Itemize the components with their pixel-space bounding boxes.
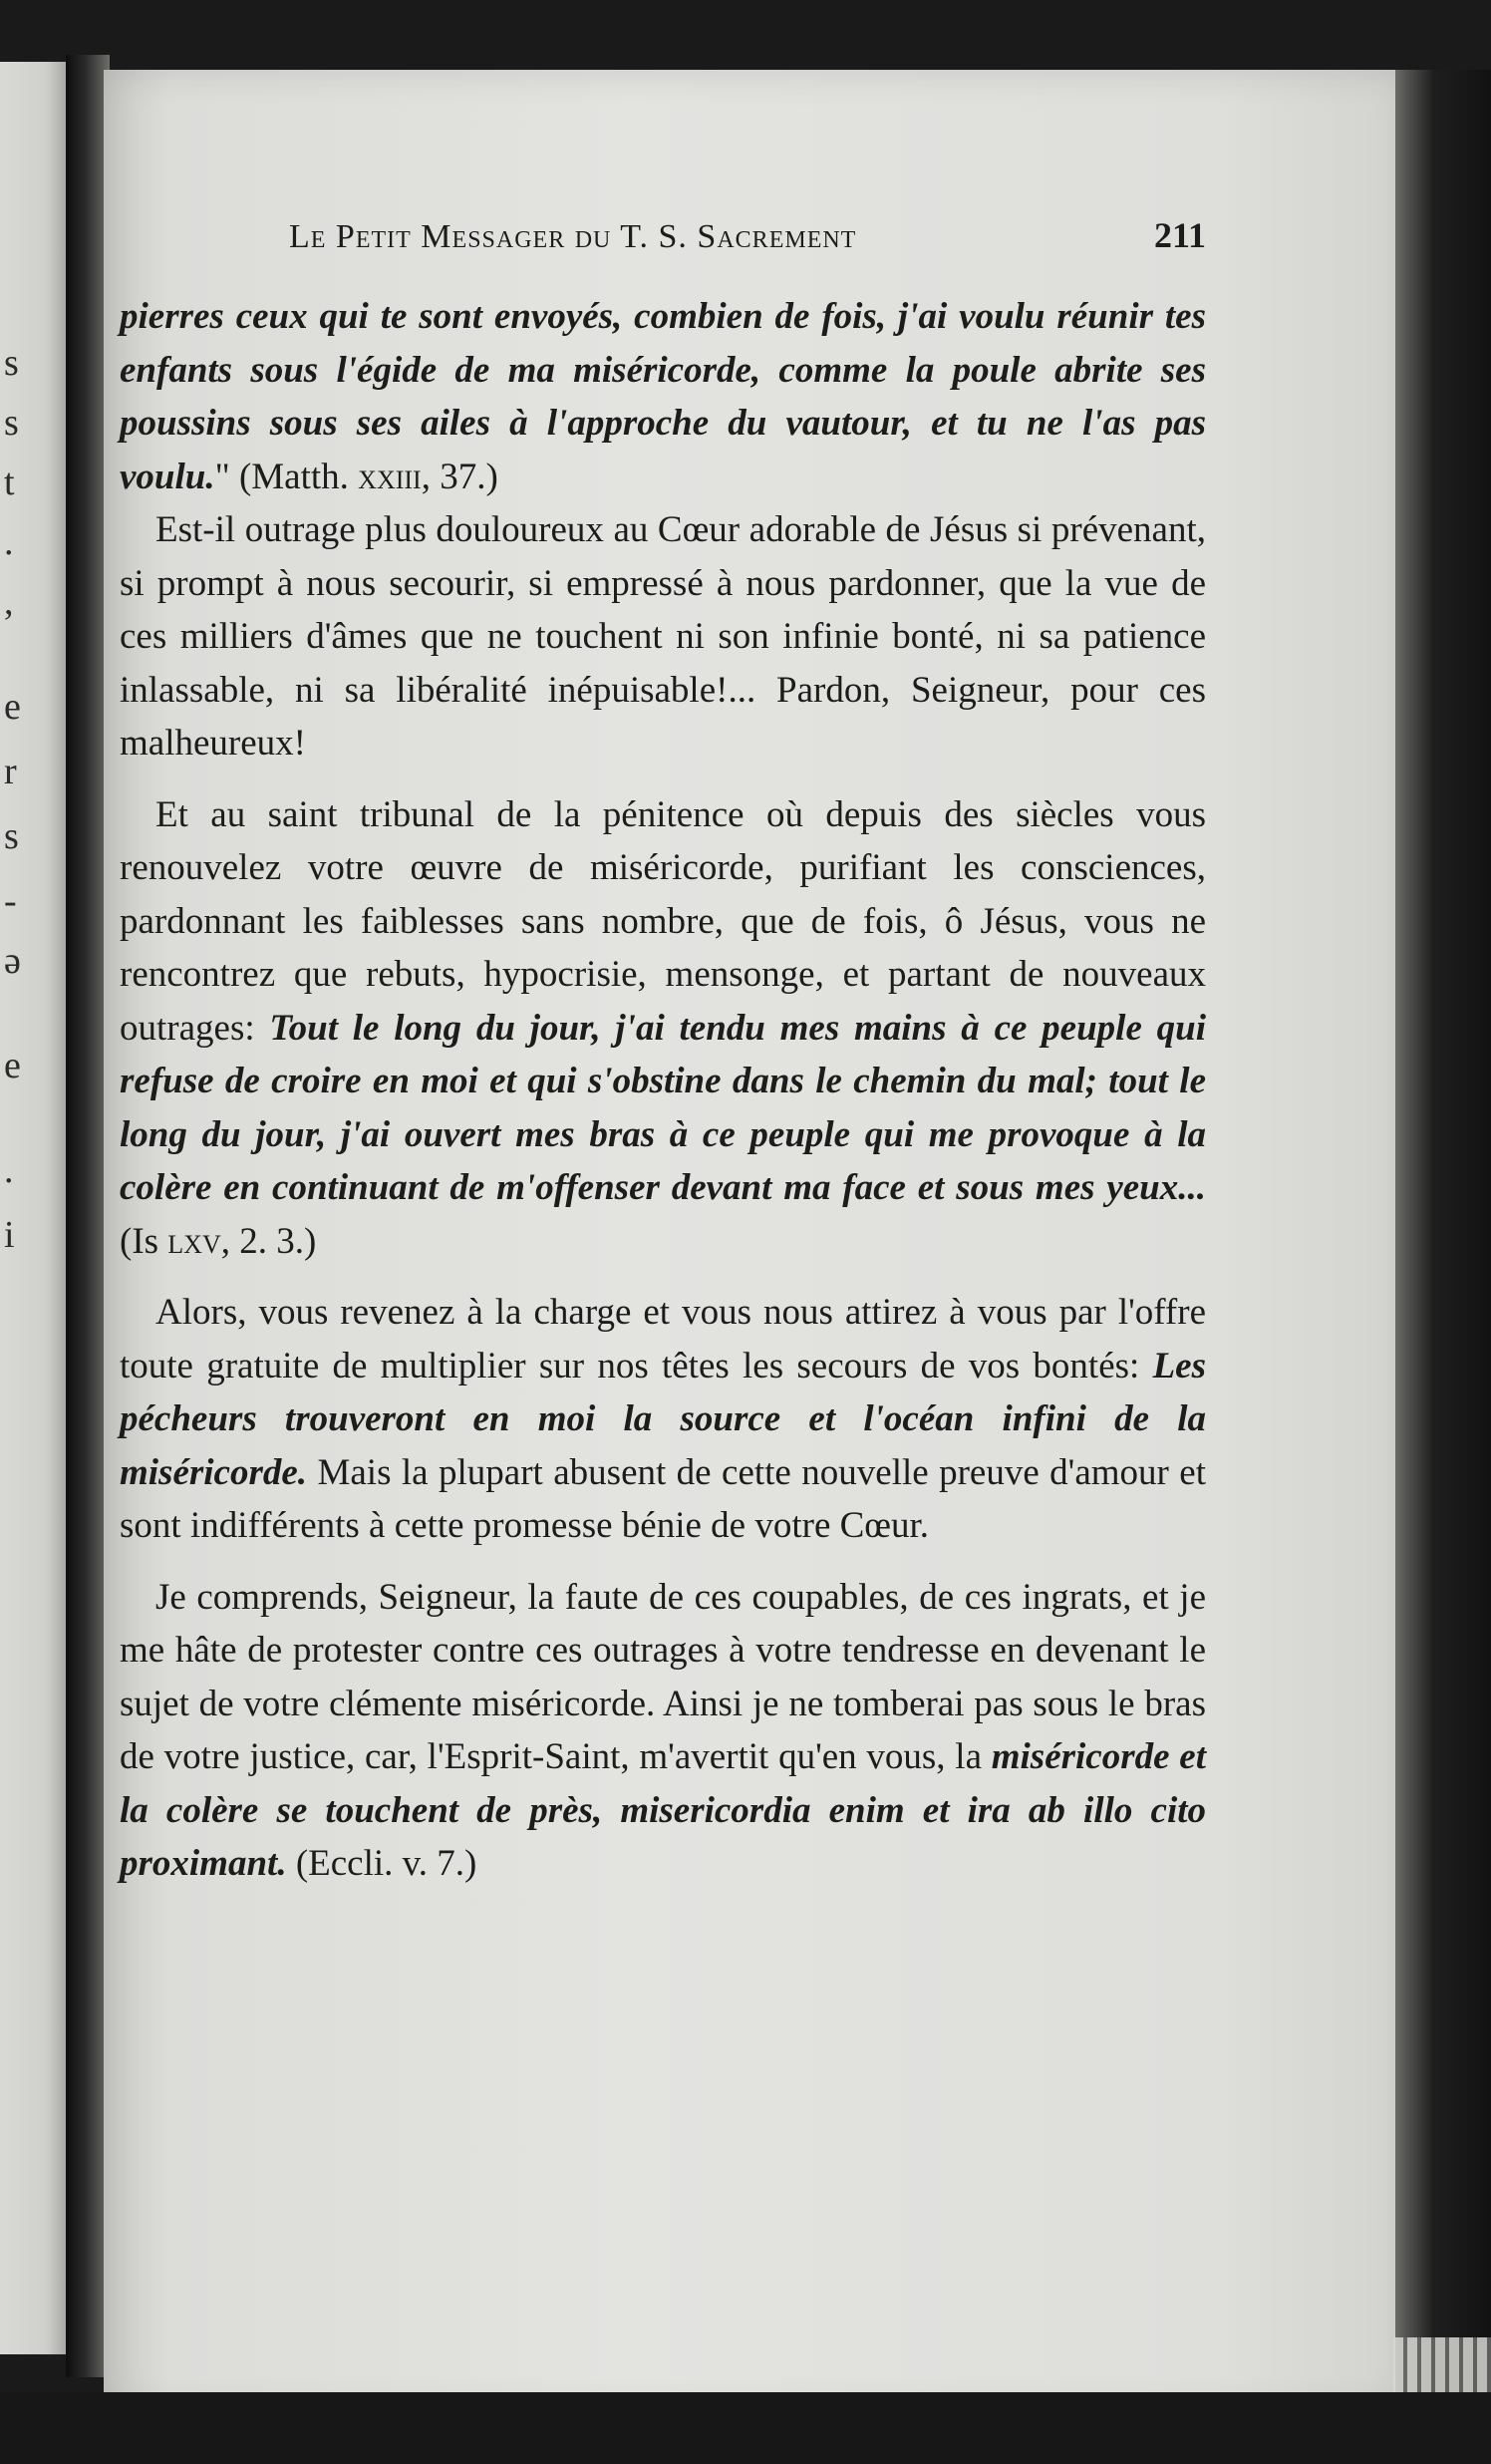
citation: (Eccli. v. 7.) — [286, 1843, 477, 1884]
facing-page-fragment: . — [4, 521, 14, 563]
quote-italic: Tout le long du jour, j'ai tendu mes mains à ce peuple qui refuse de croire en moi et qui s'obstine dans le chemin du mal; tout le long du jour, j'ai ouvert mes bras à ce peuple qui me provoque à la colère en continuant de m'offenser devant ma face et sous mes yeux... — [120, 1007, 1207, 1208]
page-content — [120, 214, 1206, 1891]
page-number: 211 — [1153, 215, 1206, 255]
paragraph-text: Je comprends, Seigneur, la faute de ces coupables, de ces ingrats, et je me hâte de protester contre ces outrages à votre tendresse en devenant le sujet de votre clémente miséricorde. Ainsi je ne tomberai pas sous le bras de votre justice, car, l'Esprit-Saint, m'avertit qu'en vous, la — [120, 1576, 1206, 1777]
citation-roman: lxv — [167, 1220, 221, 1262]
quote-italic: Les pécheurs trouveront en moi la source et l'océan infini de la miséricorde. — [120, 1345, 1206, 1493]
paragraph-text: Alors, vous revenez à la charge et vous nous attirez à vous par l'offre toute gratuite de multiplier sur nos têtes les secours de vos bontés: — [120, 1292, 1206, 1386]
citation: " (Matth. — [214, 456, 359, 497]
quote-italic: pierres ceux qui te sont envoyés, combien de fois, j'ai voulu réunir tes enfants sous l'égide de ma miséricorde, comme la poule abrite ses poussins sous ses ailes à l'approche du vautour, et tu ne l'as pas voulu. — [120, 296, 1206, 497]
paragraph-text: Est-il outrage plus douloureux au Cœur adorable de Jésus si prévenant, si prompt à nous secourir, si empressé à nous pardonner, que la vue de ces milliers d'âmes que ne touchent ni son infinie bonté, ni sa patience inlassable, ni sa libéralité inépuisable!... Pardon, Seigneur, pour ces malheureux! — [120, 509, 1206, 764]
running-title: Le Petit Messager du T. S. Sacrement — [289, 218, 857, 255]
paragraph-5 — [120, 1571, 1206, 1891]
facing-page-fragment: s — [4, 342, 19, 384]
citation-tail: , 2. 3.) — [220, 1220, 317, 1262]
citation-roman: xxiii — [358, 456, 422, 497]
citation-tail: , 37.) — [421, 456, 498, 497]
facing-page-fragment: e — [4, 1045, 21, 1086]
paragraph-text-tail: Mais la plupart abusent de cette nouvelle preuve d'amour et sont indifférents à cette promesse bénie de votre Cœur. — [120, 1451, 1206, 1546]
quote-italic: miséricorde et la colère se touchent de près, misericordia enim et ira ab illo cito proximant. — [120, 1736, 1206, 1884]
paragraph-2 — [120, 503, 1206, 770]
paragraph-1 — [120, 290, 1206, 503]
facing-page-fragment: , — [4, 581, 14, 623]
facing-page-fragment: . — [4, 1149, 14, 1191]
running-header — [289, 214, 1206, 256]
facing-page-fragment: i — [4, 1214, 15, 1256]
facing-page-fragment: - — [4, 880, 17, 922]
facing-page-fragment: ǝ — [4, 940, 21, 982]
facing-page-fragment: s — [4, 815, 19, 857]
scan-bottom-border — [0, 2392, 1491, 2464]
citation: (Is — [120, 1220, 168, 1262]
facing-page-fragment: t — [4, 462, 15, 503]
paragraph-3 — [120, 788, 1206, 1269]
facing-page-fragment: s — [4, 402, 19, 444]
paragraph-text: Et au saint tribunal de la pénitence où depuis des siècles vous renouvelez votre œuvre de miséricorde, purifiant les consciences, pardonnant les faiblesses sans nombre, que de fois, ô Jésus, vous ne rencontrez que rebuts, hypocrisie, mensonge, et partant de nouveaux outrages: — [120, 793, 1206, 1049]
facing-page-fragment: r — [4, 751, 17, 792]
facing-page-fragment: e — [4, 686, 21, 728]
paragraph-4 — [120, 1286, 1206, 1553]
facing-page-edge — [0, 62, 66, 2354]
page-right-edge — [1395, 70, 1491, 2412]
